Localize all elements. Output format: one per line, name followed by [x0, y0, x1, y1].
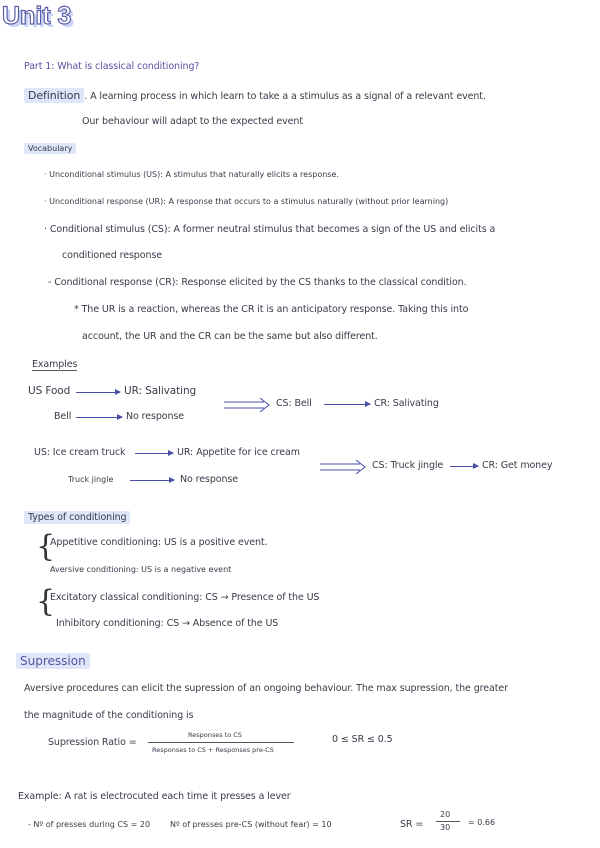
vocabulary-label: Vocabulary	[24, 143, 76, 154]
ex1-no-response: No response	[126, 411, 184, 422]
ex1-bell: Bell	[54, 411, 72, 422]
ex2-ur: UR: Appetite for ice cream	[177, 447, 300, 458]
ex2-arrow-jingle	[130, 480, 174, 481]
examples-label: Examples	[32, 359, 78, 370]
example-presses-during: - Nº of presses during CS = 20	[28, 820, 151, 829]
sr-value: = 0.66	[468, 818, 496, 827]
unit-title: Unit 3	[2, 2, 72, 30]
definition-line1	[24, 89, 486, 102]
ex2-jingle: Truck jingle	[68, 475, 114, 484]
supression-label: Supression	[16, 653, 90, 669]
sr-denominator: 30	[440, 823, 451, 832]
ex2-double-arrow	[320, 460, 366, 474]
supression-line2: the magnitude of the conditioning is	[24, 710, 194, 721]
ratio-fraction-line	[148, 742, 294, 743]
sr-numerator: 20	[440, 810, 451, 819]
vocab-note-line2: account, the UR and the CR can be the same but also different.	[82, 331, 378, 342]
type-inhibitory: Inhibitory conditioning: CS → Absence of the US	[56, 618, 279, 629]
ex2-cs: CS: Truck jingle	[372, 460, 444, 471]
ex1-cr: CR: Salivating	[374, 398, 439, 409]
vocab-item-cs-cont: conditioned response	[62, 250, 162, 261]
type-excitatory: Excitatory classical conditioning: CS → Presence of the US	[50, 592, 320, 603]
ratio-numerator: Responses to CS	[188, 731, 242, 739]
ex1-arrow-us-ur	[76, 392, 120, 393]
ex2-us: US: Ice cream truck	[34, 447, 126, 458]
ex2-arrow-us-ur	[135, 453, 173, 454]
vocab-item-cs: · Conditional stimulus (CS): A former neutral stimulus that becomes a sign of the US and elicits a	[44, 224, 496, 235]
ex2-arrow-cs-cr	[450, 466, 478, 467]
ratio-label: Supression Ratio =	[48, 737, 137, 748]
definition-line2: Our behaviour will adapt to the expected event	[82, 116, 303, 127]
ex1-cs: CS: Bell	[276, 398, 312, 409]
supression-line1: Aversive procedures can elicit the supression of an ongoing behaviour. The max supression, the greater	[24, 683, 508, 694]
sr-label: SR =	[400, 819, 424, 830]
vocab-item-ur: · Unconditional response (UR): A response that occurs to a stimulus naturally (without prior learning)	[44, 197, 449, 206]
definition-text: . A learning process in which learn to take a a stimulus as a signal of a relevant event.	[84, 91, 486, 102]
ratio-denominator: Responses to CS + Responses pre-CS	[152, 746, 274, 754]
ex1-arrow-bell	[76, 417, 122, 418]
types-label: Types of conditioning	[24, 511, 130, 524]
type-aversive: Aversive conditioning: US is a negative event	[50, 565, 232, 574]
ex1-arrow-cs-cr	[324, 404, 370, 405]
supression-example: Example: A rat is electrocuted each time it presses a lever	[18, 791, 291, 802]
vocab-item-us: · Unconditional stimulus (US): A stimulus that naturally elicits a response.	[44, 170, 339, 179]
ex2-cr: CR: Get money	[482, 460, 553, 471]
vocab-note-line1: * The UR is a reaction, whereas the CR it is an anticipatory response. Taking this into	[74, 304, 469, 315]
ex2-no-response: No response	[180, 474, 238, 485]
brace-icon: {	[36, 529, 56, 564]
type-appetitive: Appetitive conditioning: US is a positive event.	[50, 537, 268, 548]
ex1-ur: UR: Salivating	[124, 385, 197, 397]
vocab-item-cr: - Conditional response (CR): Response elicited by the CS thanks to the classical condition.	[48, 277, 467, 288]
sr-fraction-line	[436, 821, 460, 822]
ex1-us: US Food	[28, 385, 71, 397]
ratio-range: 0 ≤ SR ≤ 0.5	[332, 734, 393, 745]
brace-icon: {	[36, 584, 56, 619]
example-presses-pre: Nº of presses pre-CS (without fear) = 10	[170, 820, 332, 829]
part1-heading: Part 1: What is classical conditioning?	[24, 61, 200, 72]
definition-label: Definition	[24, 88, 84, 103]
ex1-double-arrow	[224, 398, 270, 412]
